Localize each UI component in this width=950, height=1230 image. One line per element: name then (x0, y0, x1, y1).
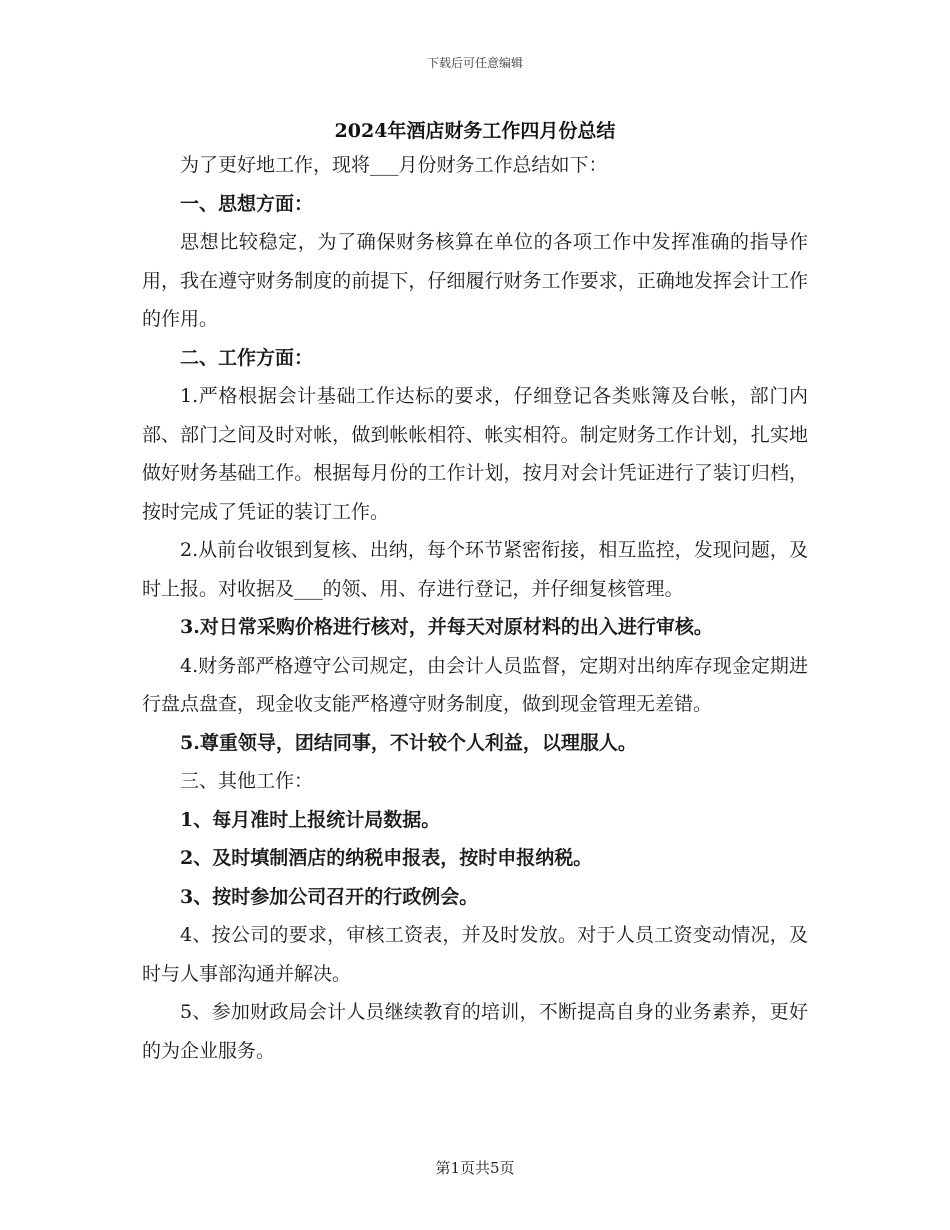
body-paragraph: 1.严格根据会计基础工作达标的要求，仔细登记各类账簿及台帐，部门内部、部门之间及时对帐，做到帐帐相符、帐实相符。制定财务工作计划，扎实地做好财务基础工作。根据每月份的工作计划，按月对会计凭证进行了装订归档，按时完成了凭证的装订工作。 (142, 385, 808, 523)
section-heading-work: 二、工作方面： (180, 346, 314, 369)
header-note: 下载后可任意编辑 (426, 56, 523, 70)
list-item-bold: 2、及时填制酒店的纳税申报表，按时申报纳税。 (180, 847, 593, 869)
list-item-bold: 3、按时参加公司召开的行政例会。 (180, 885, 479, 908)
list-item: 4、按公司的要求，审核工资表，并及时发放。对于人员工资变动情况，及时与人事部沟通并解决。 (142, 924, 808, 985)
body-paragraph: 思想比较稳定，为了确保财务核算在单位的各项工作中发挥准确的指导作用，我在遵守财务制度的前提下，仔细履行财务工作要求，正确地发挥会计工作的作用。 (142, 231, 808, 330)
section-heading-other: 三、其他工作： (180, 770, 314, 792)
body-paragraph: 2.从前台收银到复核、出纳，每个环节紧密衔接，相互监控，发现问题，及时上报。对收据及___的领、用、存进行登记，并仔细复核管理。 (142, 539, 808, 600)
body-paragraph: 4.财务部严格遵守公司规定，由会计人员监督，定期对出纳库存现金定期进行盘点盘查，现金收支能严格遵守财务制度，做到现金管理无差错。 (142, 654, 808, 715)
list-item: 5、参加财政局会计人员继续教育的培训，不断提高自身的业务素养，更好的为企业服务。 (142, 1001, 808, 1062)
document-title: 2024年酒店财务工作四月份总结 (334, 120, 616, 142)
intro-paragraph: 为了更好地工作，现将___月份财务工作总结如下： (180, 154, 608, 176)
list-item-bold: 1、每月准时上报统计局数据。 (180, 808, 441, 831)
body-paragraph-bold: 5.尊重领导，团结同事，不计较个人利益，以理服人。 (180, 731, 637, 754)
page-number-footer: 第1页共5页 (435, 1159, 515, 1177)
document-body (142, 146, 808, 1070)
section-heading-thought: 一、思想方面： (180, 192, 314, 215)
body-paragraph-bold: 3.对日常采购价格进行核对，并每天对原材料的出入进行审核。 (180, 616, 713, 638)
